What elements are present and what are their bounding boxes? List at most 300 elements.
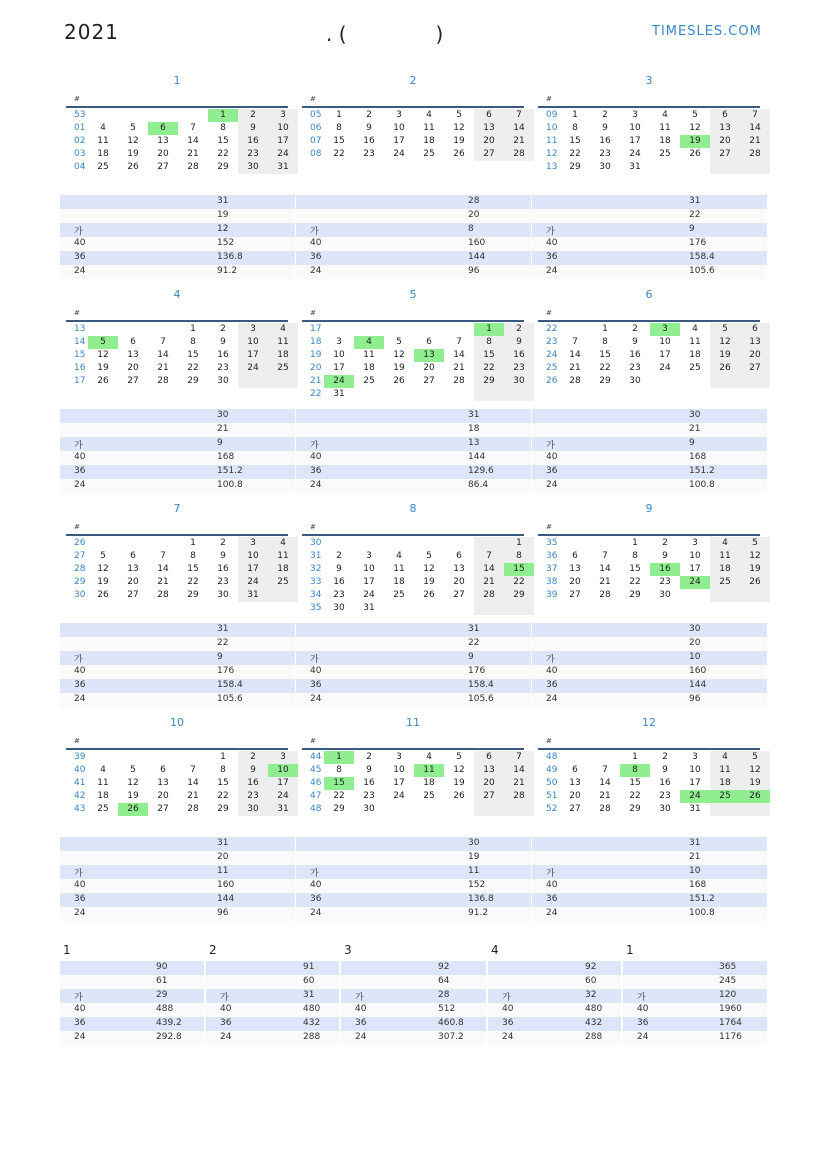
day-cell[interactable]: 4 — [268, 537, 298, 550]
day-cell[interactable]: 1 — [190, 324, 196, 334]
day-cell[interactable]: 4 — [354, 336, 384, 349]
day-cell[interactable]: 14 — [599, 778, 611, 788]
day-cell[interactable]: 3 — [692, 538, 698, 548]
day-cell[interactable]: 18 — [710, 563, 740, 576]
day-cell[interactable]: 30 — [217, 376, 229, 386]
day-cell[interactable]: 15 — [187, 350, 199, 360]
day-cell[interactable]: 11 — [689, 337, 701, 347]
day-cell[interactable]: 5 — [692, 110, 698, 120]
day-cell[interactable]: 5 — [456, 110, 462, 120]
day-cell[interactable]: 16 — [238, 135, 268, 148]
day-cell[interactable]: 26 — [689, 149, 701, 159]
day-cell[interactable]: 7 — [572, 337, 578, 347]
day-cell[interactable]: 2 — [336, 551, 342, 561]
day-cell[interactable]: 8 — [620, 764, 650, 777]
day-cell[interactable]: 26 — [740, 576, 770, 589]
day-cell[interactable]: 3 — [396, 752, 402, 762]
day-cell[interactable]: 24 — [393, 149, 405, 159]
day-cell[interactable]: 15 — [629, 778, 641, 788]
day-cell[interactable]: 18 — [268, 349, 298, 362]
day-cell[interactable]: 5 — [100, 551, 106, 561]
day-cell[interactable]: 16 — [629, 350, 641, 360]
day-cell[interactable]: 10 — [689, 551, 701, 561]
day-cell[interactable]: 27 — [453, 590, 465, 600]
day-cell[interactable]: 18 — [659, 136, 671, 146]
day-cell[interactable]: 15 — [629, 564, 641, 574]
day-cell[interactable]: 14 — [157, 350, 169, 360]
day-cell[interactable]: 20 — [127, 577, 139, 587]
day-cell[interactable]: 1 — [220, 752, 226, 762]
day-cell[interactable]: 7 — [190, 123, 196, 133]
day-cell[interactable]: 8 — [336, 765, 342, 775]
day-cell[interactable]: 9 — [632, 337, 638, 347]
day-cell[interactable]: 27 — [740, 362, 770, 375]
day-cell[interactable]: 16 — [659, 778, 671, 788]
day-cell[interactable]: 29 — [629, 804, 641, 814]
day-cell[interactable]: 1 — [324, 751, 354, 764]
day-cell[interactable]: 3 — [268, 751, 298, 764]
day-cell[interactable]: 15 — [187, 564, 199, 574]
day-cell[interactable]: 16 — [217, 350, 229, 360]
day-cell[interactable]: 18 — [393, 577, 405, 587]
day-cell[interactable]: 7 — [740, 109, 770, 122]
day-cell[interactable]: 9 — [366, 765, 372, 775]
day-cell[interactable]: 17 — [268, 777, 298, 790]
day-cell[interactable]: 25 — [97, 162, 109, 172]
day-cell[interactable]: 8 — [336, 123, 342, 133]
day-cell[interactable]: 13 — [453, 564, 465, 574]
day-cell[interactable]: 15 — [333, 136, 345, 146]
day-cell[interactable]: 9 — [220, 337, 226, 347]
day-cell[interactable]: 26 — [97, 376, 109, 386]
day-cell[interactable]: 12 — [97, 564, 109, 574]
day-cell[interactable]: 12 — [127, 136, 139, 146]
day-cell[interactable]: 23 — [363, 791, 375, 801]
day-cell[interactable]: 6 — [456, 551, 462, 561]
day-cell[interactable]: 9 — [602, 123, 608, 133]
day-cell[interactable]: 1 — [208, 109, 238, 122]
day-cell[interactable]: 22 — [333, 791, 345, 801]
day-cell[interactable]: 4 — [100, 765, 106, 775]
day-cell[interactable]: 29 — [333, 804, 345, 814]
day-cell[interactable]: 7 — [456, 337, 462, 347]
day-cell[interactable]: 8 — [220, 123, 226, 133]
day-cell[interactable]: 11 — [268, 550, 298, 563]
day-cell[interactable]: 14 — [187, 136, 199, 146]
day-cell[interactable]: 5 — [88, 336, 118, 349]
day-cell[interactable]: 27 — [474, 148, 504, 161]
day-cell[interactable]: 22 — [187, 577, 199, 587]
day-cell[interactable]: 1 — [190, 538, 196, 548]
day-cell[interactable]: 27 — [710, 148, 740, 161]
day-cell[interactable]: 30 — [238, 161, 268, 174]
day-cell[interactable]: 13 — [157, 136, 169, 146]
day-cell[interactable]: 25 — [710, 576, 740, 589]
day-cell[interactable]: 31 — [238, 589, 268, 602]
day-cell[interactable]: 10 — [238, 550, 268, 563]
day-cell[interactable]: 22 — [217, 791, 229, 801]
day-cell[interactable]: 10 — [659, 337, 671, 347]
day-cell[interactable]: 26 — [393, 376, 405, 386]
day-cell[interactable]: 1 — [474, 323, 504, 336]
day-cell[interactable]: 19 — [453, 778, 465, 788]
day-cell[interactable]: 25 — [710, 790, 740, 803]
day-cell[interactable]: 2 — [220, 324, 226, 334]
day-cell[interactable]: 11 — [363, 350, 375, 360]
day-cell[interactable]: 21 — [569, 363, 581, 373]
day-cell[interactable]: 18 — [710, 777, 740, 790]
day-cell[interactable]: 30 — [363, 804, 375, 814]
day-cell[interactable]: 13 — [474, 122, 504, 135]
day-cell[interactable]: 3 — [366, 551, 372, 561]
day-cell[interactable]: 11 — [268, 336, 298, 349]
day-cell[interactable]: 17 — [689, 564, 701, 574]
day-cell[interactable]: 20 — [710, 135, 740, 148]
day-cell[interactable]: 12 — [740, 764, 770, 777]
day-cell[interactable]: 21 — [187, 791, 199, 801]
day-cell[interactable]: 11 — [710, 764, 740, 777]
day-cell[interactable]: 9 — [238, 122, 268, 135]
day-cell[interactable]: 18 — [363, 363, 375, 373]
day-cell[interactable]: 12 — [393, 350, 405, 360]
day-cell[interactable]: 3 — [238, 537, 268, 550]
day-cell[interactable]: 21 — [474, 576, 504, 589]
day-cell[interactable]: 15 — [474, 349, 504, 362]
day-cell[interactable]: 10 — [393, 765, 405, 775]
day-cell[interactable]: 23 — [599, 149, 611, 159]
day-cell[interactable]: 23 — [238, 148, 268, 161]
day-cell[interactable]: 2 — [662, 752, 668, 762]
day-cell[interactable]: 4 — [396, 551, 402, 561]
day-cell[interactable]: 10 — [689, 765, 701, 775]
day-cell[interactable]: 13 — [569, 778, 581, 788]
day-cell[interactable]: 29 — [187, 376, 199, 386]
day-cell[interactable]: 31 — [629, 162, 641, 172]
day-cell[interactable]: 8 — [572, 123, 578, 133]
day-cell[interactable]: 18 — [423, 778, 435, 788]
day-cell[interactable]: 29 — [504, 589, 534, 602]
day-cell[interactable]: 12 — [453, 765, 465, 775]
day-cell[interactable]: 15 — [504, 563, 534, 576]
day-cell[interactable]: 28 — [187, 162, 199, 172]
day-cell[interactable]: 29 — [217, 162, 229, 172]
day-cell[interactable]: 2 — [220, 538, 226, 548]
day-cell[interactable]: 29 — [187, 590, 199, 600]
day-cell[interactable]: 23 — [217, 577, 229, 587]
day-cell[interactable]: 3 — [692, 752, 698, 762]
day-cell[interactable]: 12 — [689, 123, 701, 133]
day-cell[interactable]: 26 — [710, 362, 740, 375]
day-cell[interactable]: 11 — [97, 778, 109, 788]
day-cell[interactable]: 8 — [474, 336, 504, 349]
day-cell[interactable]: 19 — [127, 791, 139, 801]
day-cell[interactable]: 11 — [414, 764, 444, 777]
day-cell[interactable]: 19 — [740, 563, 770, 576]
day-cell[interactable]: 11 — [710, 550, 740, 563]
day-cell[interactable]: 14 — [504, 764, 534, 777]
day-cell[interactable]: 14 — [504, 122, 534, 135]
day-cell[interactable]: 28 — [599, 804, 611, 814]
day-cell[interactable]: 13 — [710, 122, 740, 135]
day-cell[interactable]: 11 — [393, 564, 405, 574]
day-cell[interactable]: 21 — [740, 135, 770, 148]
day-cell[interactable]: 9 — [238, 764, 268, 777]
day-cell[interactable]: 26 — [97, 590, 109, 600]
day-cell[interactable]: 17 — [363, 577, 375, 587]
day-cell[interactable]: 24 — [324, 375, 354, 388]
day-cell[interactable]: 5 — [456, 752, 462, 762]
day-cell[interactable]: 19 — [740, 777, 770, 790]
day-cell[interactable]: 24 — [238, 362, 268, 375]
day-cell[interactable]: 20 — [569, 577, 581, 587]
day-cell[interactable]: 21 — [453, 363, 465, 373]
day-cell[interactable]: 3 — [396, 110, 402, 120]
day-cell[interactable]: 29 — [474, 375, 504, 388]
day-cell[interactable]: 2 — [662, 538, 668, 548]
day-cell[interactable]: 5 — [426, 551, 432, 561]
day-cell[interactable]: 13 — [414, 349, 444, 362]
day-cell[interactable]: 30 — [217, 590, 229, 600]
day-cell[interactable]: 30 — [659, 590, 671, 600]
day-cell[interactable]: 28 — [453, 376, 465, 386]
day-cell[interactable]: 27 — [569, 804, 581, 814]
day-cell[interactable]: 15 — [217, 778, 229, 788]
day-cell[interactable]: 3 — [632, 110, 638, 120]
day-cell[interactable]: 12 — [97, 350, 109, 360]
day-cell[interactable]: 5 — [740, 537, 770, 550]
day-cell[interactable]: 23 — [238, 790, 268, 803]
day-cell[interactable]: 5 — [710, 323, 740, 336]
day-cell[interactable]: 1 — [632, 752, 638, 762]
day-cell[interactable]: 27 — [157, 162, 169, 172]
day-cell[interactable]: 20 — [127, 363, 139, 373]
day-cell[interactable]: 2 — [366, 110, 372, 120]
day-cell[interactable]: 22 — [474, 362, 504, 375]
day-cell[interactable]: 15 — [569, 136, 581, 146]
day-cell[interactable]: 10 — [268, 122, 298, 135]
day-cell[interactable]: 24 — [680, 576, 710, 589]
day-cell[interactable]: 6 — [130, 551, 136, 561]
day-cell[interactable]: 9 — [662, 765, 668, 775]
day-cell[interactable]: 9 — [220, 551, 226, 561]
day-cell[interactable]: 27 — [423, 376, 435, 386]
day-cell[interactable]: 10 — [268, 764, 298, 777]
day-cell[interactable]: 18 — [97, 149, 109, 159]
day-cell[interactable]: 20 — [740, 349, 770, 362]
day-cell[interactable]: 13 — [157, 778, 169, 788]
day-cell[interactable]: 16 — [504, 349, 534, 362]
day-cell[interactable]: 6 — [740, 323, 770, 336]
day-cell[interactable]: 8 — [504, 550, 534, 563]
day-cell[interactable]: 21 — [599, 791, 611, 801]
day-cell[interactable]: 5 — [130, 765, 136, 775]
day-cell[interactable]: 26 — [118, 803, 148, 816]
day-cell[interactable]: 30 — [504, 375, 534, 388]
day-cell[interactable]: 25 — [268, 576, 298, 589]
day-cell[interactable]: 7 — [602, 765, 608, 775]
day-cell[interactable]: 25 — [423, 791, 435, 801]
day-cell[interactable]: 19 — [393, 363, 405, 373]
day-cell[interactable]: 24 — [680, 790, 710, 803]
day-cell[interactable]: 12 — [740, 550, 770, 563]
day-cell[interactable]: 13 — [127, 564, 139, 574]
day-cell[interactable]: 26 — [423, 590, 435, 600]
day-cell[interactable]: 16 — [363, 136, 375, 146]
day-cell[interactable]: 27 — [569, 590, 581, 600]
day-cell[interactable]: 25 — [363, 376, 375, 386]
day-cell[interactable]: 8 — [220, 765, 226, 775]
day-cell[interactable]: 29 — [599, 376, 611, 386]
day-cell[interactable]: 17 — [238, 349, 268, 362]
day-cell[interactable]: 3 — [268, 109, 298, 122]
day-cell[interactable]: 17 — [689, 778, 701, 788]
day-cell[interactable]: 6 — [572, 765, 578, 775]
day-cell[interactable]: 23 — [333, 590, 345, 600]
day-cell[interactable]: 6 — [474, 751, 504, 764]
day-cell[interactable]: 3 — [238, 323, 268, 336]
day-cell[interactable]: 29 — [629, 590, 641, 600]
day-cell[interactable]: 16 — [333, 577, 345, 587]
day-cell[interactable]: 19 — [453, 136, 465, 146]
day-cell[interactable]: 12 — [127, 778, 139, 788]
day-cell[interactable]: 7 — [504, 109, 534, 122]
day-cell[interactable]: 3 — [336, 337, 342, 347]
day-cell[interactable]: 2 — [366, 752, 372, 762]
day-cell[interactable]: 7 — [190, 765, 196, 775]
day-cell[interactable]: 4 — [426, 110, 432, 120]
day-cell[interactable]: 16 — [363, 778, 375, 788]
day-cell[interactable]: 10 — [238, 336, 268, 349]
day-cell[interactable]: 13 — [474, 764, 504, 777]
day-cell[interactable]: 6 — [160, 765, 166, 775]
day-cell[interactable]: 28 — [740, 148, 770, 161]
day-cell[interactable]: 1 — [632, 538, 638, 548]
day-cell[interactable]: 27 — [474, 790, 504, 803]
day-cell[interactable]: 5 — [396, 337, 402, 347]
day-cell[interactable]: 17 — [659, 350, 671, 360]
day-cell[interactable]: 17 — [238, 563, 268, 576]
day-cell[interactable]: 13 — [740, 336, 770, 349]
day-cell[interactable]: 10 — [629, 123, 641, 133]
day-cell[interactable]: 19 — [680, 135, 710, 148]
day-cell[interactable]: 22 — [569, 149, 581, 159]
day-cell[interactable]: 6 — [474, 109, 504, 122]
day-cell[interactable]: 21 — [157, 363, 169, 373]
day-cell[interactable]: 31 — [363, 603, 375, 613]
day-cell[interactable]: 30 — [629, 376, 641, 386]
day-cell[interactable]: 29 — [569, 162, 581, 172]
day-cell[interactable]: 7 — [602, 551, 608, 561]
day-cell[interactable]: 26 — [453, 791, 465, 801]
day-cell[interactable]: 17 — [333, 363, 345, 373]
day-cell[interactable]: 26 — [127, 162, 139, 172]
day-cell[interactable]: 22 — [333, 149, 345, 159]
day-cell[interactable]: 10 — [363, 564, 375, 574]
day-cell[interactable]: 25 — [689, 363, 701, 373]
day-cell[interactable]: 7 — [160, 551, 166, 561]
day-cell[interactable]: 6 — [710, 109, 740, 122]
day-cell[interactable]: 11 — [423, 123, 435, 133]
day-cell[interactable]: 6 — [130, 337, 136, 347]
day-cell[interactable]: 24 — [268, 148, 298, 161]
day-cell[interactable]: 4 — [710, 537, 740, 550]
day-cell[interactable]: 28 — [504, 790, 534, 803]
day-cell[interactable]: 24 — [393, 791, 405, 801]
day-cell[interactable]: 20 — [474, 777, 504, 790]
day-cell[interactable]: 19 — [97, 363, 109, 373]
day-cell[interactable]: 9 — [336, 564, 342, 574]
day-cell[interactable]: 15 — [599, 350, 611, 360]
day-cell[interactable]: 21 — [157, 577, 169, 587]
day-cell[interactable]: 20 — [453, 577, 465, 587]
day-cell[interactable]: 16 — [650, 563, 680, 576]
day-cell[interactable]: 4 — [426, 752, 432, 762]
day-cell[interactable]: 26 — [740, 790, 770, 803]
day-cell[interactable]: 22 — [217, 149, 229, 159]
day-cell[interactable]: 19 — [127, 149, 139, 159]
day-cell[interactable]: 14 — [157, 564, 169, 574]
day-cell[interactable]: 7 — [474, 550, 504, 563]
day-cell[interactable]: 4 — [662, 110, 668, 120]
day-cell[interactable]: 5 — [130, 123, 136, 133]
day-cell[interactable]: 2 — [632, 324, 638, 334]
day-cell[interactable]: 20 — [157, 149, 169, 159]
day-cell[interactable]: 14 — [187, 778, 199, 788]
day-cell[interactable]: 21 — [599, 577, 611, 587]
day-cell[interactable]: 14 — [599, 564, 611, 574]
day-cell[interactable]: 18 — [423, 136, 435, 146]
day-cell[interactable]: 21 — [187, 149, 199, 159]
day-cell[interactable]: 16 — [238, 777, 268, 790]
day-cell[interactable]: 4 — [710, 751, 740, 764]
day-cell[interactable]: 25 — [659, 149, 671, 159]
day-cell[interactable]: 29 — [217, 804, 229, 814]
day-cell[interactable]: 23 — [363, 149, 375, 159]
day-cell[interactable]: 28 — [187, 804, 199, 814]
day-cell[interactable]: 25 — [393, 590, 405, 600]
day-cell[interactable]: 10 — [393, 123, 405, 133]
day-cell[interactable]: 22 — [629, 577, 641, 587]
day-cell[interactable]: 4 — [100, 123, 106, 133]
day-cell[interactable]: 27 — [127, 590, 139, 600]
day-cell[interactable]: 31 — [333, 389, 345, 399]
day-cell[interactable]: 25 — [97, 804, 109, 814]
day-cell[interactable]: 24 — [238, 576, 268, 589]
day-cell[interactable]: 12 — [710, 336, 740, 349]
day-cell[interactable]: 1 — [602, 324, 608, 334]
day-cell[interactable]: 16 — [217, 564, 229, 574]
day-cell[interactable]: 18 — [689, 350, 701, 360]
day-cell[interactable]: 9 — [366, 123, 372, 133]
day-cell[interactable]: 11 — [659, 123, 671, 133]
day-cell[interactable]: 12 — [423, 564, 435, 574]
day-cell[interactable]: 17 — [393, 136, 405, 146]
day-cell[interactable]: 17 — [629, 136, 641, 146]
day-cell[interactable]: 28 — [504, 148, 534, 161]
day-cell[interactable]: 16 — [599, 136, 611, 146]
day-cell[interactable]: 28 — [569, 376, 581, 386]
day-cell[interactable]: 23 — [504, 362, 534, 375]
day-cell[interactable]: 19 — [423, 577, 435, 587]
day-cell[interactable]: 10 — [333, 350, 345, 360]
day-cell[interactable]: 15 — [324, 777, 354, 790]
day-cell[interactable]: 30 — [659, 804, 671, 814]
day-cell[interactable]: 24 — [629, 149, 641, 159]
day-cell[interactable]: 12 — [453, 123, 465, 133]
day-cell[interactable]: 20 — [474, 135, 504, 148]
day-cell[interactable]: 31 — [689, 804, 701, 814]
day-cell[interactable]: 22 — [187, 363, 199, 373]
